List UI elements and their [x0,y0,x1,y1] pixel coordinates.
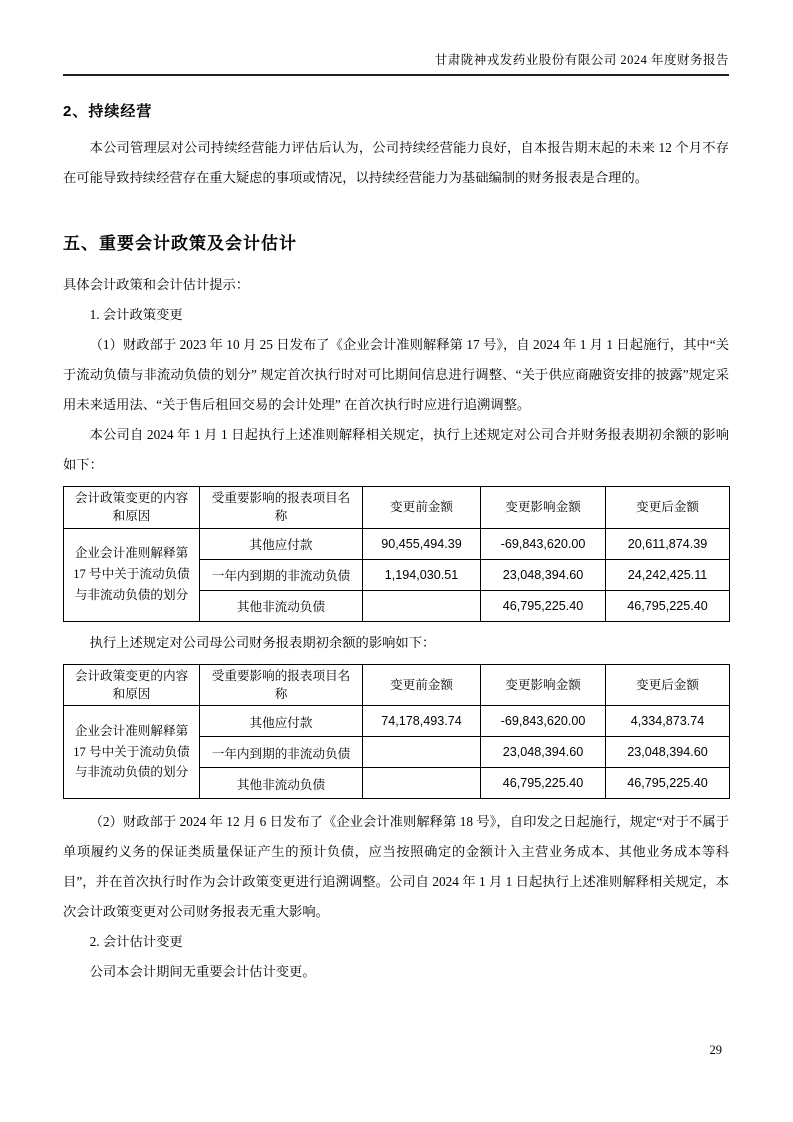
impact-amount-cell: 23,048,394.60 [481,737,606,768]
after-amount-cell: 20,611,874.39 [606,528,730,559]
before-amount-cell [363,590,481,621]
going-concern-paragraph: 本公司管理层对公司持续经营能力评估后认为，公司持续经营能力良好，自本报告期末起的未来 12 个月不存在可能导致持续经营存在重大疑虑的事项或情况，以持续经营能力为基础编制的财务报表是合理的。 [63,140,729,185]
policies-intro: 具体会计政策和会计估计提示： [63,277,250,292]
impact-amount-cell: 23,048,394.60 [481,559,606,590]
parent-impact-table [63,664,730,800]
estimate-change-item-title: 2. 会计估计变更 [89,934,183,949]
item-name-cell: 其他非流动负债 [200,768,363,799]
consolidated-table-intro: 本公司自 2024 年 1 月 1 日起执行上述准则解释相关规定，执行上述规定对公司合并财务报表期初余额的影响如下： [63,427,729,472]
after-amount-cell: 4,334,873.74 [606,706,730,737]
going-concern-heading: 2、持续经营 [63,103,153,120]
item-name-cell: 其他非流动负债 [200,590,363,621]
impact-amount-cell: -69,843,620.00 [481,706,606,737]
item-name-cell: 一年内到期的非流动负债 [200,559,363,590]
item-name-cell: 一年内到期的非流动负债 [200,737,363,768]
before-amount-cell: 90,455,494.39 [363,528,481,559]
policies-heading: 五、重要会计政策及会计估计 [63,234,297,253]
table-header-row [64,664,730,706]
col-header-change-reason: 会计政策变更的内容和原因 [64,487,200,529]
after-amount-cell: 46,795,225.40 [606,768,730,799]
document-header-title: 甘肃陇神戎发药业股份有限公司 2024 年度财务报告 [434,53,729,67]
col-header-item-name: 受重要影响的报表项目名称 [200,664,363,706]
table-header-row [64,487,730,529]
col-header-before-amount: 变更前金额 [363,664,481,706]
consolidated-impact-table [63,486,730,622]
col-header-impact-amount: 变更影响金额 [481,664,606,706]
after-amount-cell: 24,242,425.11 [606,559,730,590]
page-number: 29 [709,1043,722,1057]
before-amount-cell [363,768,481,799]
col-header-after-amount: 变更后金额 [606,487,730,529]
item-name-cell: 其他应付款 [200,706,363,737]
col-header-change-reason: 会计政策变更的内容和原因 [64,664,200,706]
policy-change-1-paragraph: （1）财政部于 2023 年 10 月 25 日发布了《企业会计准则解释第 17 号》，自 2024 年 1 月 1 日起施行，其中“关于流动负债与非流动负债的划分” 规定首次执行时对可比期间信息进行调整、“关于供应商融资安排的披露”规定采用未来适用法、“关于售后租回交易的会计处理” 在首次执行时应进行追溯调整。 [63,337,729,412]
after-amount-cell: 23,048,394.60 [606,737,730,768]
policy-change-2-paragraph: （2）财政部于 2024 年 12 月 6 日发布了《企业会计准则解释第 18 号》，自印发之日起施行，规定“对于不属于单项履约义务的保证类质量保证产生的预计负债，应当按照确定的金额计入主营业务成本、其他业务成本等科目”，并在首次执行时作为会计政策变更进行追溯调整。公司自 2024 年 1 月 1 日起执行上述准则解释相关规定，本次会计政策变更对公司财务报表无重大影响。 [63,814,729,919]
impact-amount-cell: 46,795,225.40 [481,590,606,621]
item-name-cell: 其他应付款 [200,528,363,559]
col-header-impact-amount: 变更影响金额 [481,487,606,529]
change-reason-cell: 企业会计准则解释第 17 号中关于流动负债与非流动负债的划分 [64,706,200,799]
after-amount-cell: 46,795,225.40 [606,590,730,621]
col-header-item-name: 受重要影响的报表项目名称 [200,487,363,529]
impact-amount-cell: 46,795,225.40 [481,768,606,799]
document-header [63,50,729,76]
estimate-change-paragraph: 公司本会计期间无重要会计估计变更。 [89,964,316,979]
impact-amount-cell: -69,843,620.00 [481,528,606,559]
table-row [64,528,730,559]
change-reason-cell: 企业会计准则解释第 17 号中关于流动负债与非流动负债的划分 [64,528,200,621]
table-row [64,706,730,737]
col-header-before-amount: 变更前金额 [363,487,481,529]
policy-change-item-title: 1. 会计政策变更 [89,307,183,322]
before-amount-cell [363,737,481,768]
parent-table-intro: 执行上述规定对公司母公司财务报表期初余额的影响如下： [89,634,436,650]
before-amount-cell: 74,178,493.74 [363,706,481,737]
col-header-after-amount: 变更后金额 [606,664,730,706]
before-amount-cell: 1,194,030.51 [363,559,481,590]
